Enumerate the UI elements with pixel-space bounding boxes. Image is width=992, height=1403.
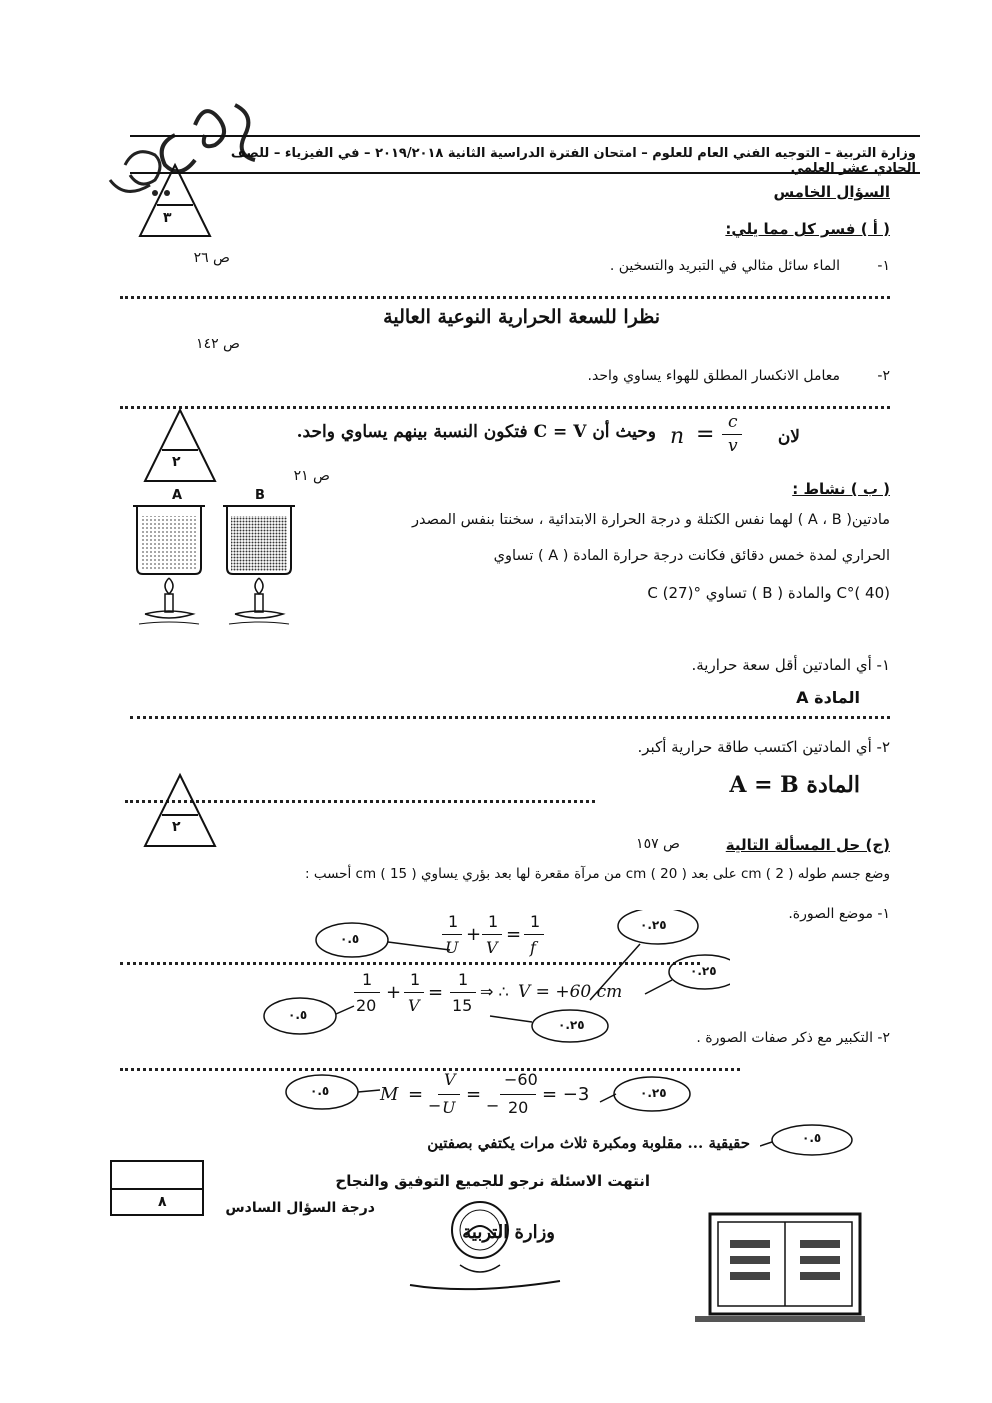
official-stamp — [690, 1210, 870, 1325]
ministry-emblem — [380, 1195, 570, 1305]
formula-substitution: 1 20 + 1 V = 1 15 ⇒ ∴ V = +60 cm — [356, 970, 623, 1015]
score-bubbles — [260, 910, 730, 1150]
answer-a2-prefix: لان — [777, 427, 800, 447]
answer-line — [130, 716, 890, 719]
answer-line — [120, 406, 890, 409]
total-score-value: ٨ — [158, 1194, 167, 1210]
section-c-q1: ١- موضع الصورة. — [788, 906, 890, 922]
header-rule-top — [130, 135, 920, 137]
answer-line — [120, 296, 890, 299]
bubble-1: ٠.٥ — [340, 932, 360, 946]
formula-mirror-equation: 1 U + 1 V = 1 f — [440, 912, 550, 970]
section-b-a1: المادة A — [796, 688, 860, 707]
score-triangle-3 — [140, 770, 220, 850]
bubble-3: ٠.٢٥ — [690, 964, 717, 978]
question-title: السؤال الخامس — [773, 183, 890, 201]
header-rule-bottom — [130, 172, 920, 174]
answer-a1: نظرا للسعة الحرارية النوعية العالية — [383, 306, 660, 328]
total-score-box — [110, 1160, 204, 1216]
page-ref-c: ص ١٥٧ — [636, 836, 680, 852]
closing-text: انتهت الاسئلة نرجو للجميع التوفيق والنجاح — [335, 1172, 650, 1190]
bubble-8: ٠.٥ — [802, 1131, 822, 1145]
bubble-4: ٠.٥ — [288, 1008, 308, 1022]
section-b-a2: المادة A = B — [729, 772, 860, 798]
item-a2-text: معامل الانكسار المطلق للهواء يساوي واحد. — [587, 368, 840, 384]
score-3-value: ٢ — [172, 819, 181, 835]
section-b-paragraph-1: مادتين( A ، B ) لهما نفس الكتلة و درجة الحرارة الابتدائية ، سخنتا بنفس المصدر — [411, 512, 890, 528]
beakers-illustration — [125, 502, 305, 637]
section-c-problem: وضع جسم طوله cm ( 2 ) على بعد cm ( 20 ) من مرآة مقعرة لها بعد بؤري يساوي cm ( 15 ) أحسب : — [304, 866, 890, 882]
answer-a2-suffix: وحيث أن C = V فتكون النسبة بينهم يساوي واحد. — [296, 422, 656, 442]
formula-magnification: M = − V U = − −60 20 = −3 — [380, 1070, 590, 1117]
section-c-title: (ج) حل المسألة التالية — [725, 836, 890, 854]
item-a2-number: ٢- — [877, 368, 890, 384]
section-c-description: حقيقية ... مقلوبة ومكبرة ثلاث مرات يكتفي بصفتين — [427, 1134, 750, 1152]
section-a-title: ( أ ) فسر كل مما يلي: — [725, 220, 890, 238]
bubble-5: ٠.٢٥ — [558, 1018, 585, 1032]
score-triangle-1 — [135, 160, 215, 240]
page-ref-a1: ص ٢٦ — [193, 250, 230, 266]
page-ref-a2: ص ١٤٢ — [196, 336, 240, 352]
bubble-2: ٠.٢٥ — [640, 918, 667, 932]
section-b-title: ( ب ) نشاط : — [792, 480, 890, 498]
section-b-q1: ١- أي المادتين أقل سعة حرارية. — [691, 656, 890, 674]
score-triangle-2 — [140, 405, 220, 485]
section-b-paragraph-2: الحراري لمدة خمس دقائق فكانت درجة حرارة المادة ( A ) تساوي — [493, 548, 890, 564]
label-a: A — [172, 488, 183, 503]
section-b-q2: ٢- أي المادتين اكتسب طاقة حرارية أكبر. — [637, 738, 890, 756]
item-a1-text: الماء سائل مثالي في التبريد والتسخين . — [609, 258, 840, 274]
score-1-value: ٣ — [163, 210, 172, 226]
section-b-paragraph-3: (40 )°C والمادة ( B ) تساوي °C (27) — [647, 584, 890, 602]
bubble-7: ٠.٢٥ — [640, 1086, 667, 1100]
bubble-6: ٠.٥ — [310, 1084, 330, 1098]
seal-text: وزارة التربية — [462, 1222, 555, 1243]
score-label: درجة السؤال السادس — [225, 1200, 375, 1216]
label-b: B — [255, 488, 265, 503]
formula-n-c-over-v: n = c v — [670, 412, 765, 460]
section-c-q2: ٢- التكبير مع ذكر صفات الصورة . — [696, 1030, 890, 1046]
page-ref-b: ص ٢١ — [293, 468, 330, 484]
item-a1-number: ١- — [877, 258, 890, 274]
score-2-value: ٢ — [172, 454, 181, 470]
header-text: وزارة التربية – التوجيه الفني العام للعلوم – امتحان الفترة الدراسية الثانية ٢٠١٩/٢٠١٨ – في الفيزياء – للصف الحادي عشر العلمي — [230, 146, 916, 176]
